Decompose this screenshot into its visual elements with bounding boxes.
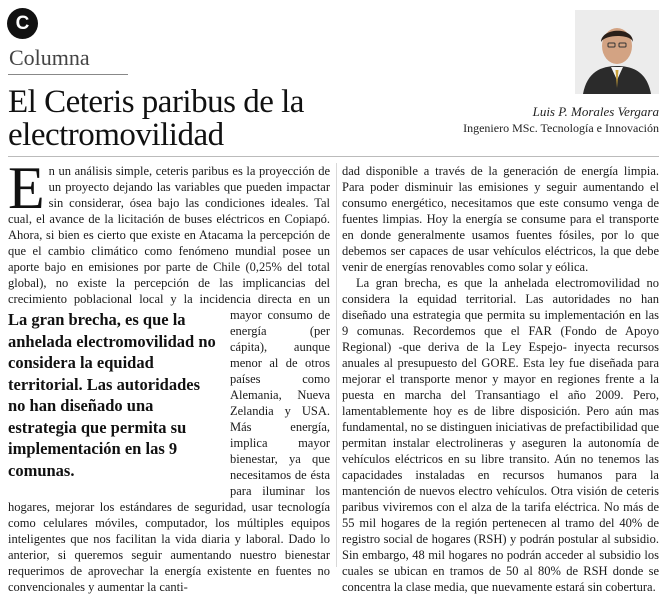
drop-cap: E: [8, 155, 45, 221]
article-col1-body: local y la incidencia directa en un mayor consumo de energía (per cápita), aunque menor al de otros países como Alemania, Nueva Zelandia y USA. Más energía, implica mayor bienestar, ya que necesitamos de ésta para iluminar los hogares, mejorar los estándares de seguridad, usar tecnología como celulares móviles, computador, los múltiples equipos inteligentes que nos facilitan la vida diaria y laboral. Dado lo anterior, si queremos seguir aumentando nuestro bienestar requerimos de aprovechar la energía existente en fuentes no convencionales y aumentar la canti-: [8, 292, 331, 594]
column-divider: [336, 163, 337, 567]
section-rule: [8, 74, 128, 75]
article-intro: n un análisis simple, ceteris paribus es la proyección de un proyecto dejando las variables que pueden impactar sin considerar, ósea bajo las condiciones ideales. Tal cual, el avance de la licitación de buses eléctricos en Copiapó. Ahora, si bien es cierto que existe en Atacama la percepción de que el cambio climático como fenómeno mundial posee un aporte bajo en emisiones por parte de Chile (0,25% del total global), no existe la percepción de las implicancias del crecimiento poblacional: [8, 164, 330, 306]
headline-line-1: El Ceteris paribus de la: [8, 84, 304, 120]
column-badge: C: [7, 8, 38, 39]
header-divider: [8, 156, 659, 157]
author-portrait-illustration: [575, 10, 659, 94]
headline-line-2: electromovilidad: [8, 117, 224, 153]
article-paragraph: La gran brecha, es que la anhelada electromovilidad no considera la equidad territorial. Las autoridades no han diseñado una estrategia que permita su implementación en las 9 comunas. Recordemos que el FAR (Fondo de Apoyo Regional) -que deriva de la Ley Espejo- inyecta recursos anuales al presupuesto del GORE. Esta ley fue diseñada para mejorar el transporte menor y mayor en regiones frente a la puesta en marcha del Transantiago el año 2009. Pero, lamentablemente hoy es de libre disposición. Pero aún mas fundamental, no se distinguen iniciativas de prefactibilidad que permitan instalar electrolineras y aseguren la autonomía de vehículos eléctricos en su libre transito. Aún no tenemos las capacidades instaladas en recursos humanos para la mantención de nuevos electro vehículos. Otra visión de ceteris paribus viviremos con el alza de la tarifa eléctrica. No más de 55 mil hogares de la región pertenecen al tramo del 40% de registro social de hogares (RSH) y podrán postular al subsidio. Sin embargo, 48 mil hogares no podrán acceder al subsidio los cuales se ubican en tramos de 50 al 80% de RSH donde se concentra la clase media, que nuevamente estará sin cobertura.: [342, 276, 659, 594]
article-paragraph: dad disponible a través de la generación de energía limpia. Para poder disminuir las emisiones y seguir aumentando el consumo energético, necesitamos que este consumo venga de fuentes limpias. Hoy la energía se consume para el transporte en donde generalmente usamos fuentes fósiles, por lo que debemos ser capaces de usar vehículos eléctricos, la que debe venir de energías renovables como solar y eólica.: [342, 164, 659, 274]
author-photo: [575, 10, 659, 94]
headline: [8, 86, 338, 152]
section-label: Columna: [9, 45, 90, 70]
author-name: Luis P. Morales Vergara: [532, 104, 659, 119]
article-column-2: [342, 163, 659, 594]
author-title: Ingeniero MSc. Tecnología e Innovación: [463, 121, 659, 135]
pull-quote: La gran brecha, es que la anhelada electromovilidad no considera la equidad territorial. Las autoridades no han diseñado una estrategia que permita su implementación en las 9 comunas.: [8, 310, 216, 480]
article-column-1: [8, 155, 331, 594]
